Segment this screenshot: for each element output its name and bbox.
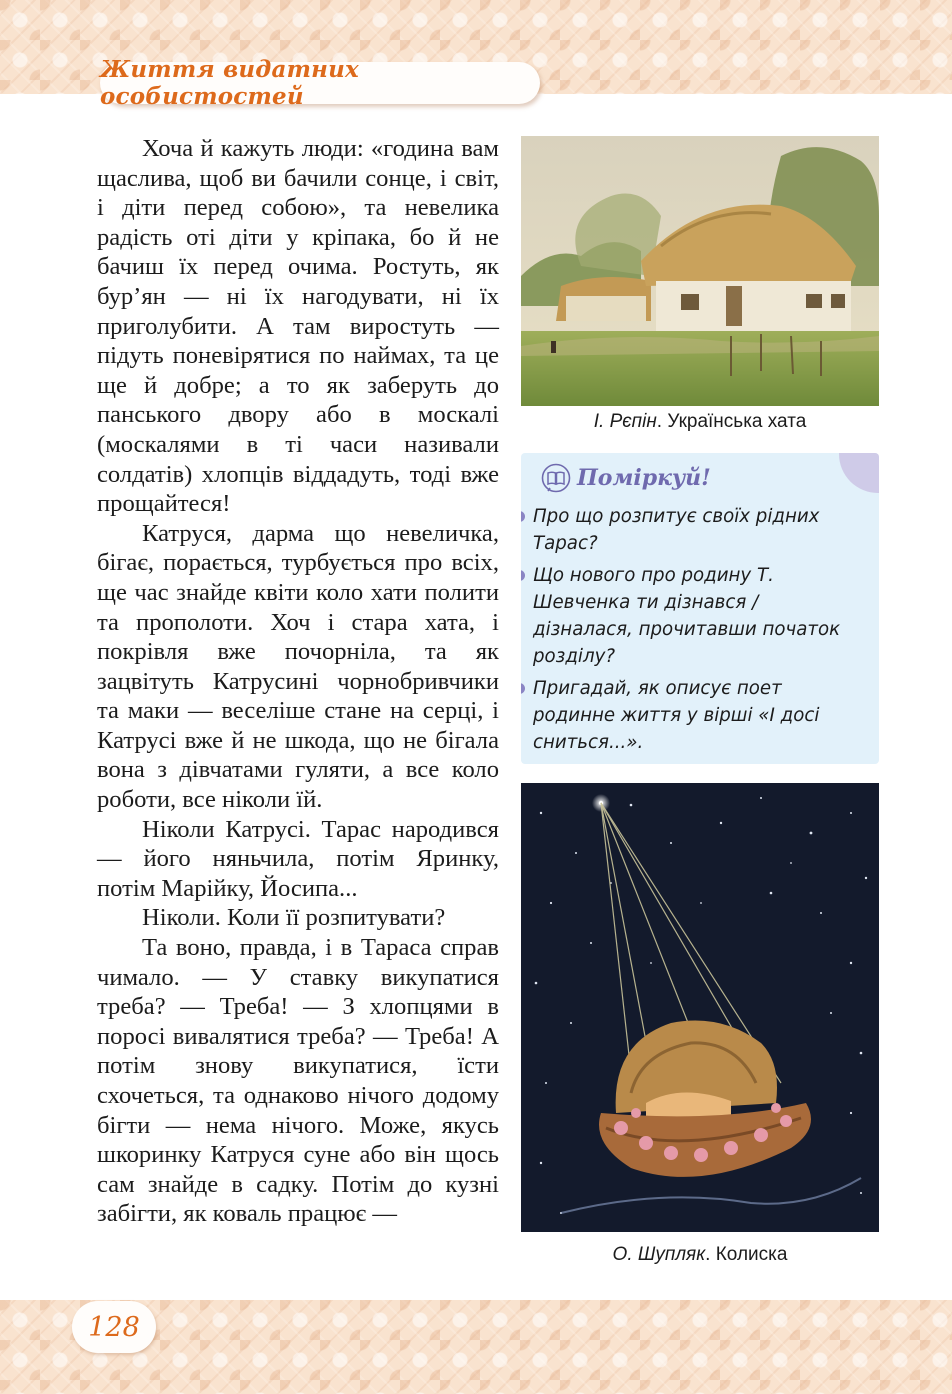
painting-cradle xyxy=(521,783,879,1232)
caption-title: Колиска xyxy=(715,1244,788,1265)
caption-cradle xyxy=(521,1244,879,1266)
think-box xyxy=(521,453,879,764)
caption-title: Українська хата xyxy=(667,411,807,432)
question-text: Пригадай, як описує поет родинне життя у вірші «І досі сниться...». xyxy=(533,678,820,753)
list-item xyxy=(521,562,859,670)
main-text-column xyxy=(97,134,499,1229)
think-box-corner-decoration xyxy=(839,453,879,493)
think-box-title: Поміркуй! xyxy=(577,465,711,491)
open-book-icon xyxy=(541,463,571,493)
bullet-icon xyxy=(521,570,525,581)
section-header xyxy=(100,56,540,110)
bullet-icon xyxy=(521,511,525,522)
painting-ukrainian-house xyxy=(521,136,879,406)
caption-author: О. Шупляк xyxy=(612,1244,706,1265)
paragraph: Катруся, дарма що невеличка, бігає, порається, турбується про всіх, ще час знайде квіти коло хати полити та прополоти. Хоч і стара хата, і покрівля вже почорніла, та як зацвітуть Катрусині чорнобривчики та маки — веселіше стане на серці, і Катрусі вже й не шкода, що не бігала вона з дівчатами гуляти, а все коло роботи, все ніколи їй. xyxy=(97,519,499,814)
question-text: Що нового про родину Т. Шевченка ти дізнався / дізналася, прочитавши початок розділу? xyxy=(533,565,841,667)
question-list xyxy=(521,503,859,761)
paragraph: Хоча й кажуть люди: «година вам щаслива, щоб ви бачили сонце, і світ, і діти перед собою», та невелика радість оті діти у кріпака, бо й не бачиш їх перед очима. Ростуть, як бур’ян — ні їх нагодувати, ні їх приголубити. А там виростуть — підуть поневірятися по наймах, та це ще й добре; а то як заберуть до панського двору або в москалі (москалями в ті часи називали солдатів) хлопців віддадуть, тоді вже прощайтеся! xyxy=(97,135,499,518)
page-number-badge xyxy=(72,1301,156,1353)
caption-separator: . xyxy=(656,411,668,432)
paragraph: Ніколи. Коли її розпитувати? xyxy=(142,904,446,932)
caption-separator: . xyxy=(705,1244,716,1265)
list-item xyxy=(521,675,859,756)
paragraph: Та воно, правда, і в Тараса справ чимало. — У ставку викупатися треба? — Треба! — З хлопцями в поросі вивалятися треба? — Треба! А потім знову викупатися, їсти схочеться, та однаково нічого додому бігти — нема нічого. Може, якусь шкоринку Катруся суне або він щось сам знайде в садку. Потім до кузні забігти, як коваль працює — xyxy=(97,934,499,1228)
list-item xyxy=(521,503,859,557)
section-title: Життя видатних особистостей xyxy=(100,56,359,110)
page-number: 128 xyxy=(88,1311,140,1343)
think-box-header xyxy=(541,463,711,493)
question-text: Про що розпитує своїх рідних Тарас? xyxy=(533,506,820,554)
caption-ukrainian-house xyxy=(521,411,879,433)
cradle-painting-image xyxy=(521,783,879,1232)
caption-author: І. Рєпін xyxy=(593,411,657,432)
paragraph: Ніколи Катрусі. Тарас народився — його няньчила, потім Яринку, потім Марійку, Йосипа... xyxy=(97,815,499,902)
house-painting-image xyxy=(521,136,879,406)
bullet-icon xyxy=(521,683,525,694)
